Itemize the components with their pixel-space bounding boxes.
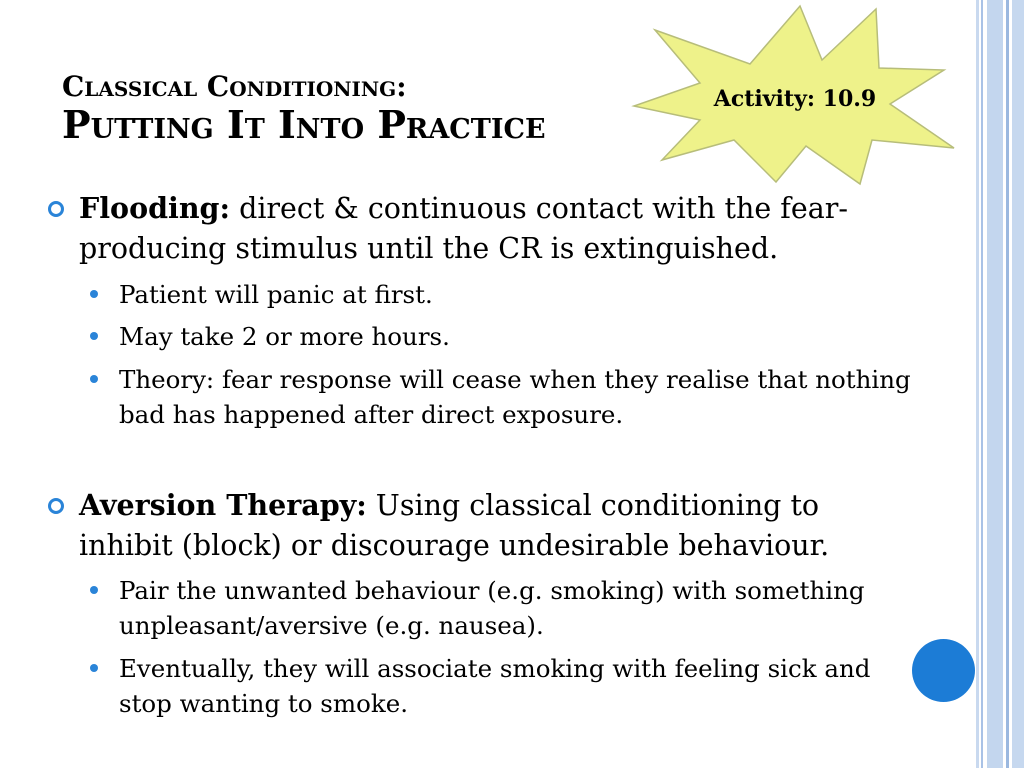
dot-bullet-icon [90,290,98,298]
dot-bullet-icon [90,586,98,594]
sub-bullet [119,651,914,721]
sub-bullet-text: Patient will panic at first. [119,280,433,309]
sub-bullet-text: Pair the unwanted behaviour (e.g. smoking) with something unpleasant/aversive (e.g. nausea). [119,576,865,640]
sub-bullet [119,319,914,354]
bullet-term: Flooding: [79,191,231,225]
hollow-circle-bullet-icon [48,201,64,217]
border-stripe [1012,0,1024,768]
border-stripe [976,0,979,768]
border-stripe [987,0,1003,768]
sub-bullet-text: May take 2 or more hours. [119,322,450,351]
border-stripe [981,0,983,768]
bullet-term: Aversion Therapy: [79,488,367,522]
dot-bullet-icon [90,375,98,383]
bullet-text: direct & continuous contact with the fear-producing stimulus until the CR is extinguished. [79,192,848,265]
sub-bullet-text: Eventually, they will associate smoking with feeling sick and stop wanting to smoke. [119,654,871,718]
sub-bullet [119,362,914,432]
hollow-circle-bullet-icon [48,498,64,514]
blue-circle-decoration [912,639,975,702]
title-line-2: Putting It Into Practice [62,102,546,148]
dot-bullet-icon [90,332,98,340]
border-stripe [1006,0,1009,768]
sub-bullet [119,573,914,643]
sub-bullet [119,277,914,312]
bullet-flooding [79,188,914,269]
activity-badge-label: Activity: 10.9 [713,86,877,112]
sub-bullet-text: Theory: fear response will cease when they realise that nothing bad has happened after direct exposure. [119,365,911,429]
title-line-1: Classical Conditioning: [62,70,407,103]
dot-bullet-icon [90,664,98,672]
slide-title [62,70,546,148]
right-border-stripes [976,0,1024,768]
bullet-aversion-therapy [79,485,914,566]
bullet-text: Using classical conditioning to inhibit (block) or discourage undesirable behaviour. [79,489,830,562]
